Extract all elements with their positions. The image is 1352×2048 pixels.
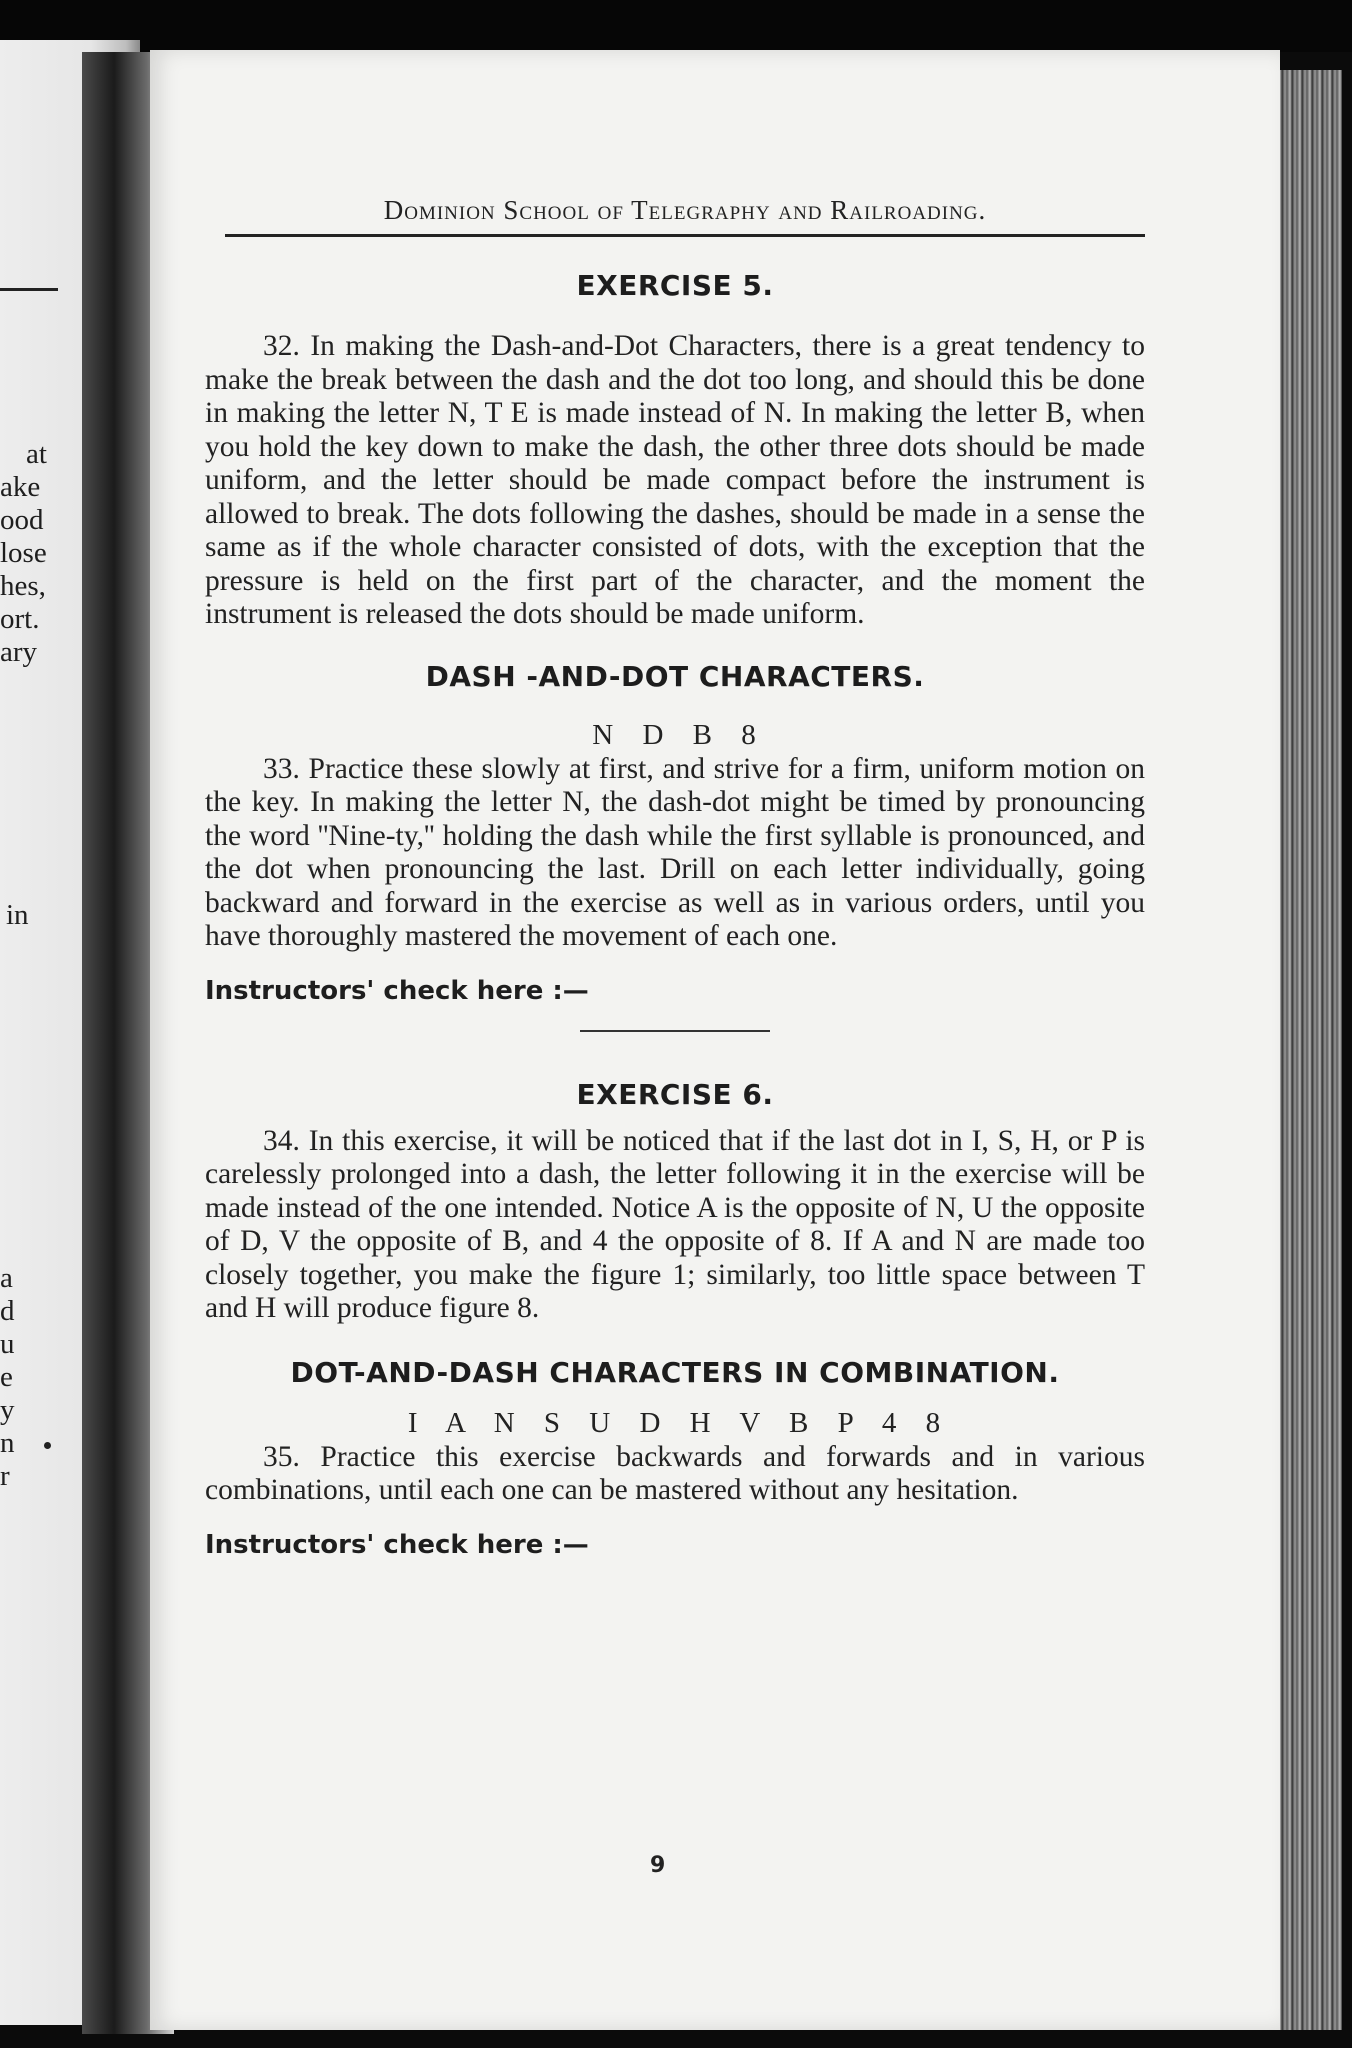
left-fragment: r — [0, 1460, 10, 1492]
left-fragment: e — [0, 1361, 13, 1393]
dash-dot-letters: N D B 8 — [592, 718, 758, 751]
exercise-5-heading: EXERCISE 5. — [576, 269, 774, 302]
combination-heading: DOT-AND-DASH CHARACTERS IN COMBINATION. — [290, 1355, 1060, 1389]
left-fragment: d — [0, 1295, 15, 1327]
left-fragment: at — [26, 438, 47, 470]
left-fragment: y — [0, 1394, 15, 1426]
left-fragment: ort. — [0, 603, 40, 635]
page-content — [205, 195, 1145, 1560]
paragraph-32: 32. In making the Dash-and-Dot Characters, there is a great tendency to make the break between the dash and the dot too long, and should this be done in making the letter N, T E is made instead of N. In making the letter B, when you hold the key down to make the dash, the other three dots should be made uniform, and the letter should be made compact before the instrument is allowed to break. The dots following the dashes, should be made in a sense the same as if the whole character consisted of dots, with the exception that the pressure is held on the first part of the character, and the moment the instrument is released the dots should be made uniform. — [205, 330, 1145, 630]
instructors-check-1: Instructors' check here :— — [205, 975, 589, 1006]
left-page-rule — [0, 288, 58, 291]
left-fragment: in — [6, 899, 29, 931]
paragraph-33: 33. Practice these slowly at first, and strive for a firm, uniform motion on the key. In making the letter N, the dash-dot might be timed by pronouncing the word ''Nine-ty,'' holding the dash while the first syllable is pronounced, and the dot when pronouncing the last. Drill on each letter individually, going backward and forward in the exercise as well as in various orders, until you have thoroughly mastered the movement of each one. — [205, 752, 1145, 952]
section-divider — [580, 1030, 770, 1032]
paragraph-35: 35. Practice this exercise backwards and forwards and in various combinations, until each one can be mastered without any hesitation. — [205, 1440, 1145, 1506]
left-fragment: ood — [0, 504, 44, 536]
left-fragment: hes, — [0, 570, 46, 602]
instructors-check-2: Instructors' check here :— — [205, 1529, 589, 1560]
left-fragment: n — [0, 1427, 15, 1459]
left-fragment: ake — [0, 471, 41, 503]
left-fragment: ary — [0, 636, 38, 668]
left-page-dot — [44, 1442, 51, 1449]
top-shadow — [0, 0, 1352, 52]
left-fragment: lose — [0, 537, 47, 569]
dash-and-dot-heading: DASH -AND-DOT CHARACTERS. — [425, 659, 925, 693]
left-fragment: a — [0, 1262, 13, 1294]
running-head: Dominion School of Telegraphy and Railroading. — [225, 195, 1145, 237]
exercise-6-heading: EXERCISE 6. — [576, 1077, 774, 1111]
combination-letters: I A N S U D H V B P 4 8 — [407, 1406, 943, 1439]
page-number: 9 — [650, 1853, 666, 1878]
left-fragment: u — [0, 1328, 15, 1360]
page-stack-edge — [1272, 70, 1342, 2030]
paragraph-34: 34. In this exercise, it will be noticed that if the last dot in I, S, H, or P is carelessly prolonged into a dash, the letter following it in the exercise will be made instead of the one intended. Notice A is the opposite of N, U the opposite of D, V the opposite of B, and 4 the opposite of 8. If A and N are made too closely together, you make the figure 1; similarly, too little space between T and H will produce figure 8. — [205, 1124, 1145, 1324]
